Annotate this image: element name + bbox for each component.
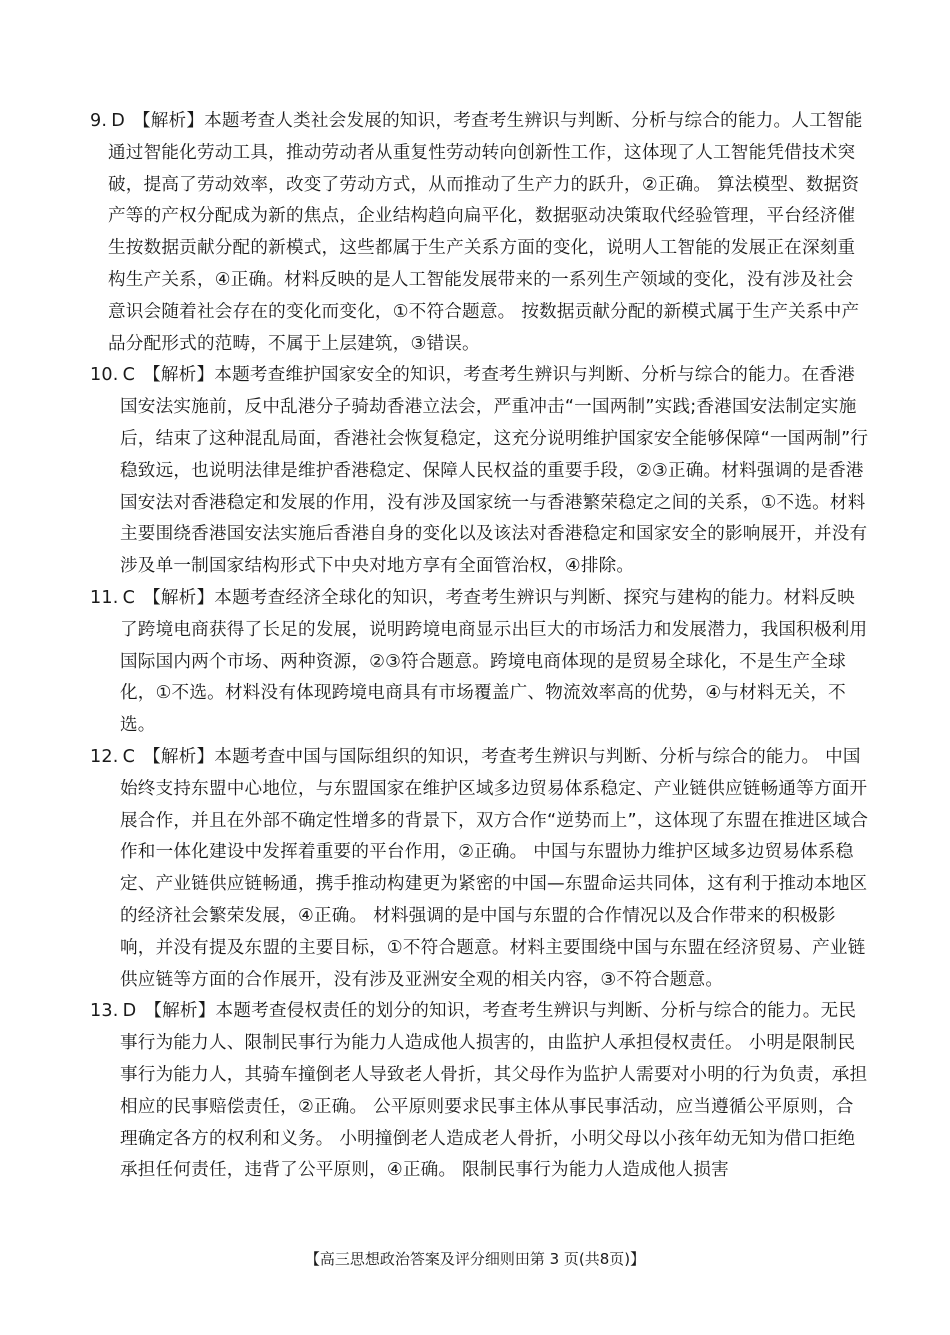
page-footer: 【高三思想政治答案及评分细则田第 3 页(共8页)】 xyxy=(304,1250,646,1268)
question-number: 9. xyxy=(90,111,108,131)
question-number: 12. xyxy=(90,746,119,767)
answer-letter: D xyxy=(111,111,125,131)
explanation-text: 本题考查侵权责任的划分的知识，考查考生辨识与判断、分析与综合的能力。无民事行为能力人、限制民事行为能力人造成他人损害的，由监护人承担侵权责任。 小明是限制民事行为能力人，其骑车撞倒老人导致老人骨折，其父母作为监护人需要对小明的行为负责，承担相应的民事赔偿责任，②正确。 公平原则要求民事主体从事民事活动，应当遵循公平原则，合理确定各方的权利和义务。 小明撞倒老人造成老人骨折，小明父母以小孩年幼无知为借口拒绝承担任何责任，违背了公平原则，④正确。 限制民事行为能力人造成他人损害 xyxy=(120,1001,868,1181)
analysis-tag: 【解析】 xyxy=(143,365,215,386)
analysis-tag: 【解析】 xyxy=(143,746,215,767)
question-number: 11. xyxy=(90,587,119,608)
answer-letter: C xyxy=(122,746,136,767)
explanation-text: 本题考查经济全球化的知识，考查考生辨识与判断、探究与建构的能力。材料反映了跨境电商获得了长足的发展，说明跨境电商显示出巨大的市场活力和发展潜力，我国积极利用国际国内两个市场、两种资源，②③符合题意。跨境电商体现的是贸易全球化，不是生产全球化，①不选。材料没有体现跨境电商具有市场覆盖广、物流效率高的优势，④与材料无关，不选。 xyxy=(120,587,868,736)
explanation-item-13 xyxy=(90,996,870,1187)
analysis-tag: 【解析】 xyxy=(144,1001,216,1022)
analysis-tag: 【解析】 xyxy=(143,587,215,608)
question-number: 13. xyxy=(90,1001,119,1022)
answer-explanations xyxy=(90,106,870,1187)
answer-letter: C xyxy=(122,587,136,608)
question-number: 10. xyxy=(90,365,119,386)
explanation-item-12 xyxy=(90,742,870,996)
explanation-item-10 xyxy=(90,360,870,583)
explanation-text: 本题考查人类社会发展的知识，考查考生辨识与判断、分析与综合的能力。人工智能通过智能化劳动工具，推动劳动者从重复性劳动转向创新性工作，这体现了人工智能凭借技术突破，提高了劳动效率，改变了劳动方式，从而推动了生产力的跃升，②正确。 算法模型、数据资产等的产权分配成为新的焦点，企业结构趋向扁平化，数据驱动决策取代经验管理，平台经济催生按数据贡献分配的新模式，这些都属于生产关系方面的变化，说明人工智能的发展正在深刻重构生产关系，④正确。材料反映的是人工智能发展带来的一系列生产领域的变化，没有涉及社会意识会随着社会存在的变化而变化，①不符合题意。 按数据贡献分配的新模式属于生产关系中产品分配形式的范畴，不属于上层建筑，③错误。 xyxy=(108,111,863,354)
explanation-text: 本题考查中国与国际组织的知识，考查考生辨识与判断、分析与综合的能力。 中国始终支持东盟中心地位，与东盟国家在维护区域多边贸易体系稳定、产业链供应链畅通等方面开展合作，并且在外部不确定性增多的背景下，双方合作“逆势而上”，这体现了东盟在推进区域合作和一体化建设中发挥着重要的平台作用，②正确。 中国与东盟协力维护区域多边贸易体系稳定、产业链供应链畅通，携手推动构建更为紧密的中国—东盟命运共同体，这有利于推动本地区的经济社会繁荣发展，④正确。 材料强调的是中国与东盟的合作情况以及合作带来的积极影响，并没有提及东盟的主要目标，①不符合题意。材料主要围绕中国与东盟在经济贸易、产业链供应链等方面的合作展开，没有涉及亚洲安全观的相关内容，③不符合题意。 xyxy=(120,746,869,990)
analysis-tag: 【解析】 xyxy=(132,111,205,131)
explanation-item-9 xyxy=(90,106,870,360)
answer-letter: C xyxy=(122,365,136,386)
answer-letter: D xyxy=(122,1001,137,1022)
explanation-item-11 xyxy=(90,583,870,742)
explanation-text: 本题考查维护国家安全的知识，考查考生辨识与判断、分析与综合的能力。在香港国安法实施前，反中乱港分子骑劫香港立法会，严重冲击“一国两制”实践;香港国安法制定实施后，结束了这种混乱局面，香港社会恢复稳定，这充分说明维护国家安全能够保障“一国两制”行稳致远，也说明法律是维护香港稳定、保障人民权益的重要手段，②③正确。材料强调的是香港国安法对香港稳定和发展的作用，没有涉及国家统一与香港繁荣稳定之间的关系，①不选。材料主要围绕香港国安法实施后香港自身的变化以及该法对香港稳定和国家安全的影响展开，并没有涉及单一制国家结构形式下中央对地方享有全面管治权，④排除。 xyxy=(120,365,869,577)
